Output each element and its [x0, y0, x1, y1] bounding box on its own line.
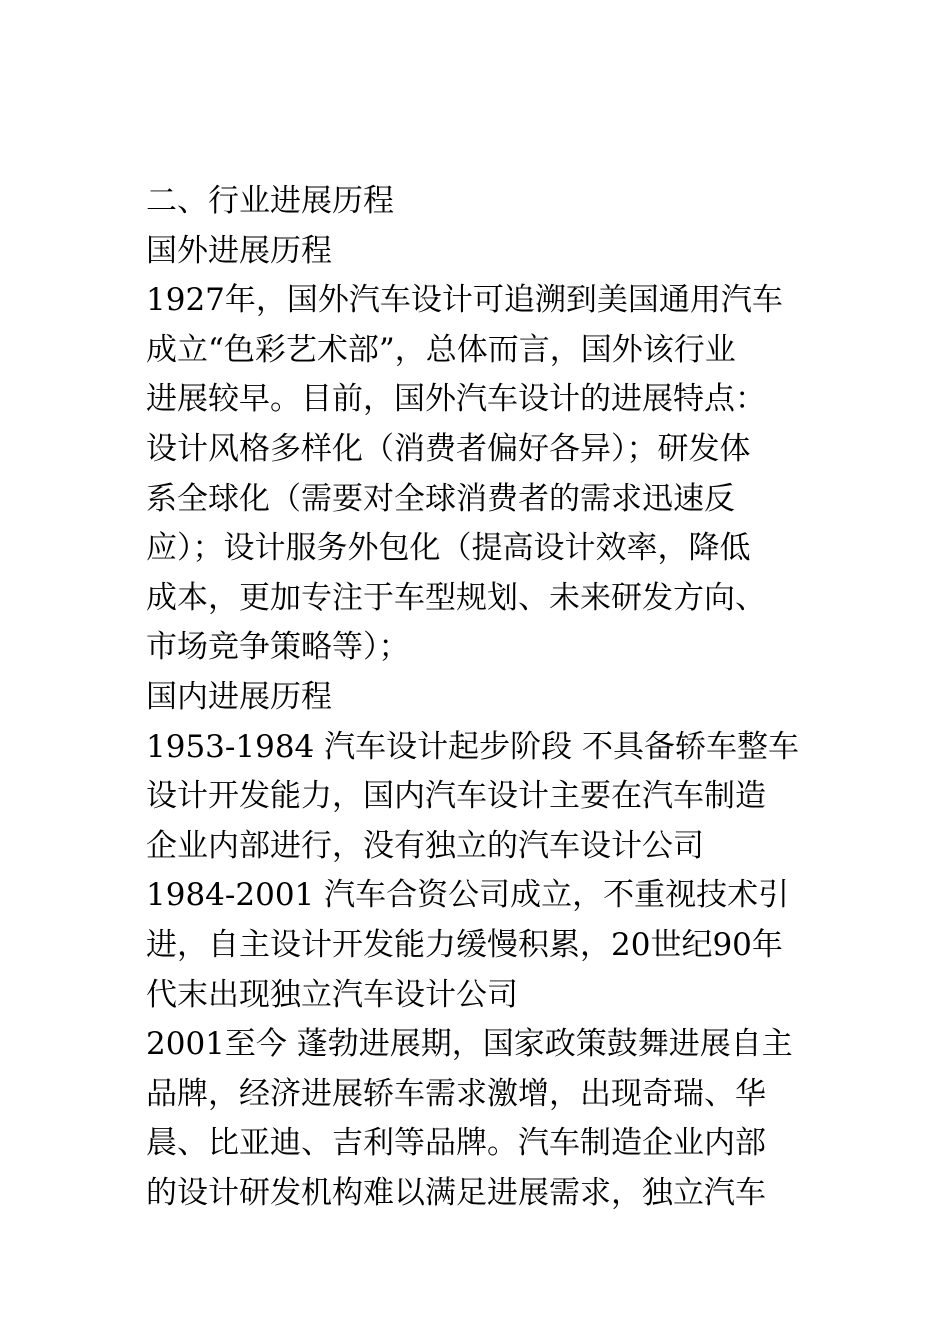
text-line: 设计风格多样化（消费者偏好各异）；研发体 — [146, 430, 751, 467]
text-line: 1927年，国外汽车设计可追溯到美国通用汽车 — [146, 282, 783, 319]
text-line: 市场竞争策略等）； — [146, 629, 410, 666]
text-line: 进，自主设计开发能力缓慢积累，20世纪90年 — [146, 926, 783, 963]
text-line: 成立“色彩艺术部”，总体而言，国外该行业 — [146, 331, 736, 368]
text-line: 1953-1984 汽车设计起步阶段 不具备轿车整车 — [146, 728, 799, 765]
text-line: 晨、比亚迪、吉利等品牌。汽车制造企业内部 — [146, 1125, 766, 1162]
text-line: 品牌，经济进展轿车需求激增，出现奇瑞、华 — [146, 1075, 766, 1112]
subheading-domestic: 国内进展历程 — [146, 678, 332, 715]
text-line: 企业内部进行，没有独立的汽车设计公司 — [146, 827, 704, 864]
text-line: 代末出现独立汽车设计公司 — [146, 976, 518, 1013]
section-heading: 二、行业进展历程 — [146, 183, 394, 219]
text-line: 设计开发能力，国内汽车设计主要在汽车制造 — [146, 778, 766, 815]
subheading-foreign: 国外进展历程 — [146, 232, 332, 269]
text-line: 进展较早。目前，国外汽车设计的进展特点： — [146, 381, 766, 418]
text-line: 应）；设计服务外包化（提高设计效率，降低 — [146, 530, 751, 567]
text-line: 1984-2001 汽车合资公司成立，不重视技术引 — [146, 877, 790, 914]
text-line: 的设计研发机构难以满足进展需求，独立汽车 — [146, 1174, 766, 1211]
text-line: 成本，更加专注于车型规划、未来研发方向、 — [146, 579, 766, 616]
document-body — [146, 177, 826, 1218]
text-line: 系全球化（需要对全球消费者的需求迅速反 — [146, 480, 735, 517]
text-line: 2001至今 蓬勃进展期，国家政策鼓舞进展自主 — [146, 1026, 793, 1063]
